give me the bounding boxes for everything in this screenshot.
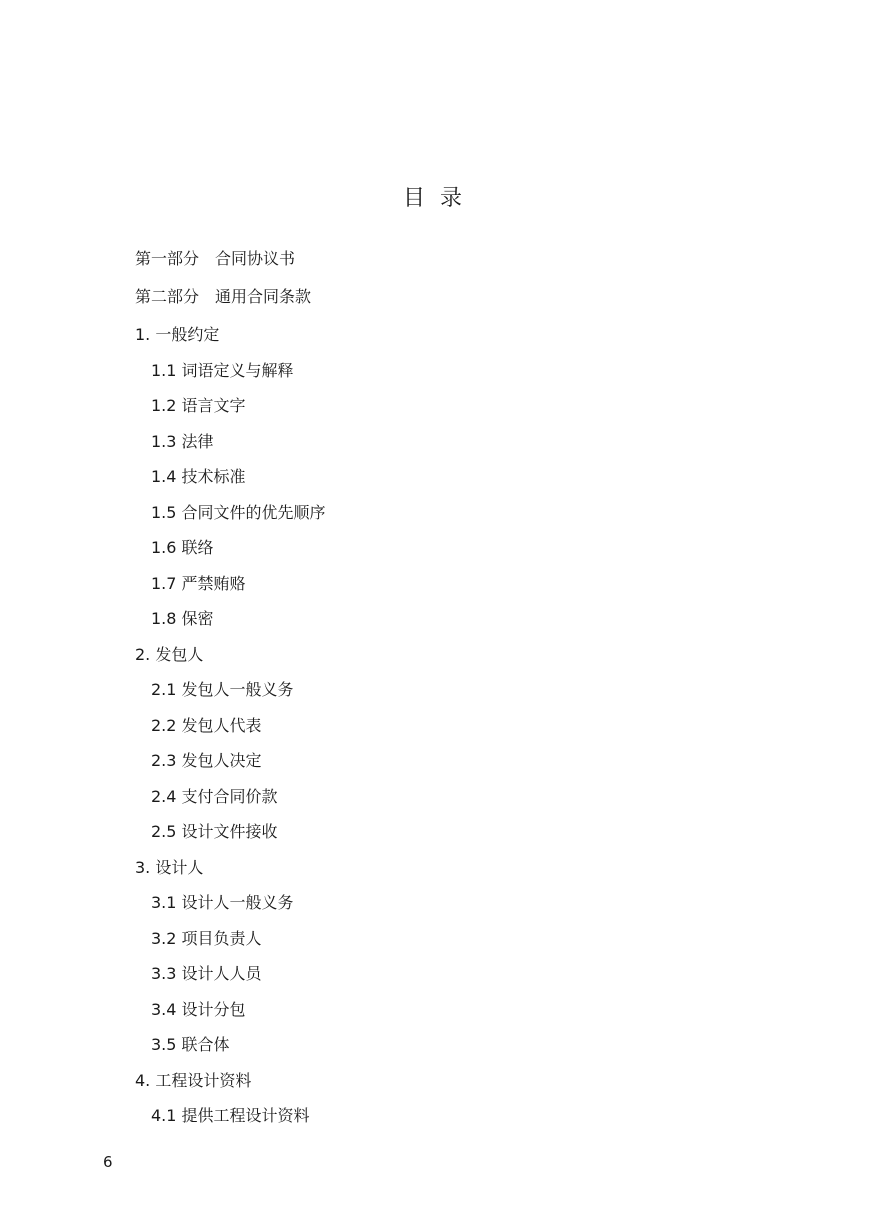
toc-entry-sub[interactable]: 3.4 设计分包 bbox=[151, 999, 246, 1019]
toc-entry-sub[interactable]: 3.3 设计人人员 bbox=[151, 964, 262, 983]
toc-title: 目 录 bbox=[403, 186, 466, 211]
toc-entry-sub[interactable]: 2.1 发包人一般义务 bbox=[151, 680, 294, 699]
toc-entry-sub[interactable]: 4.1 提供工程设计资料 bbox=[151, 1106, 310, 1125]
toc-entry-section[interactable]: 2. 发包人 bbox=[135, 644, 204, 664]
toc-entry-sub[interactable]: 3.5 联合体 bbox=[151, 1035, 230, 1054]
toc-entry-section[interactable]: 1. 一般约定 bbox=[135, 325, 220, 344]
toc-entry-sub[interactable]: 1.1 词语定义与解释 bbox=[151, 360, 294, 380]
toc-entry-part[interactable]: 第二部分 通用合同条款 bbox=[135, 287, 312, 306]
toc-entry-sub[interactable]: 1.8 保密 bbox=[151, 609, 214, 628]
table-of-contents bbox=[135, 247, 735, 1140]
toc-entry-sub[interactable]: 2.3 发包人决定 bbox=[151, 751, 262, 770]
toc-entry-sub[interactable]: 2.4 支付合同价款 bbox=[151, 786, 278, 806]
toc-entry-sub[interactable]: 1.6 联络 bbox=[151, 538, 214, 557]
toc-entry-sub[interactable]: 1.3 法律 bbox=[151, 431, 214, 451]
toc-entry-part[interactable]: 第一部分 合同协议书 bbox=[135, 249, 296, 268]
toc-entry-sub[interactable]: 1.7 严禁贿赂 bbox=[151, 573, 246, 593]
toc-entry-sub[interactable]: 3.2 项目负责人 bbox=[151, 928, 262, 948]
toc-entry-section[interactable]: 3. 设计人 bbox=[135, 857, 204, 877]
toc-entry-sub[interactable]: 3.1 设计人一般义务 bbox=[151, 893, 294, 912]
page-number: 6 bbox=[103, 1153, 113, 1171]
toc-entry-sub[interactable]: 1.5 合同文件的优先顺序 bbox=[151, 502, 326, 522]
toc-entry-sub[interactable]: 2.2 发包人代表 bbox=[151, 715, 262, 735]
toc-entry-sub[interactable]: 2.5 设计文件接收 bbox=[151, 822, 278, 841]
toc-entry-section[interactable]: 4. 工程设计资料 bbox=[135, 1070, 252, 1090]
toc-entry-sub[interactable]: 1.4 技术标准 bbox=[151, 467, 246, 486]
toc-entry-sub[interactable]: 1.2 语言文字 bbox=[151, 396, 246, 415]
